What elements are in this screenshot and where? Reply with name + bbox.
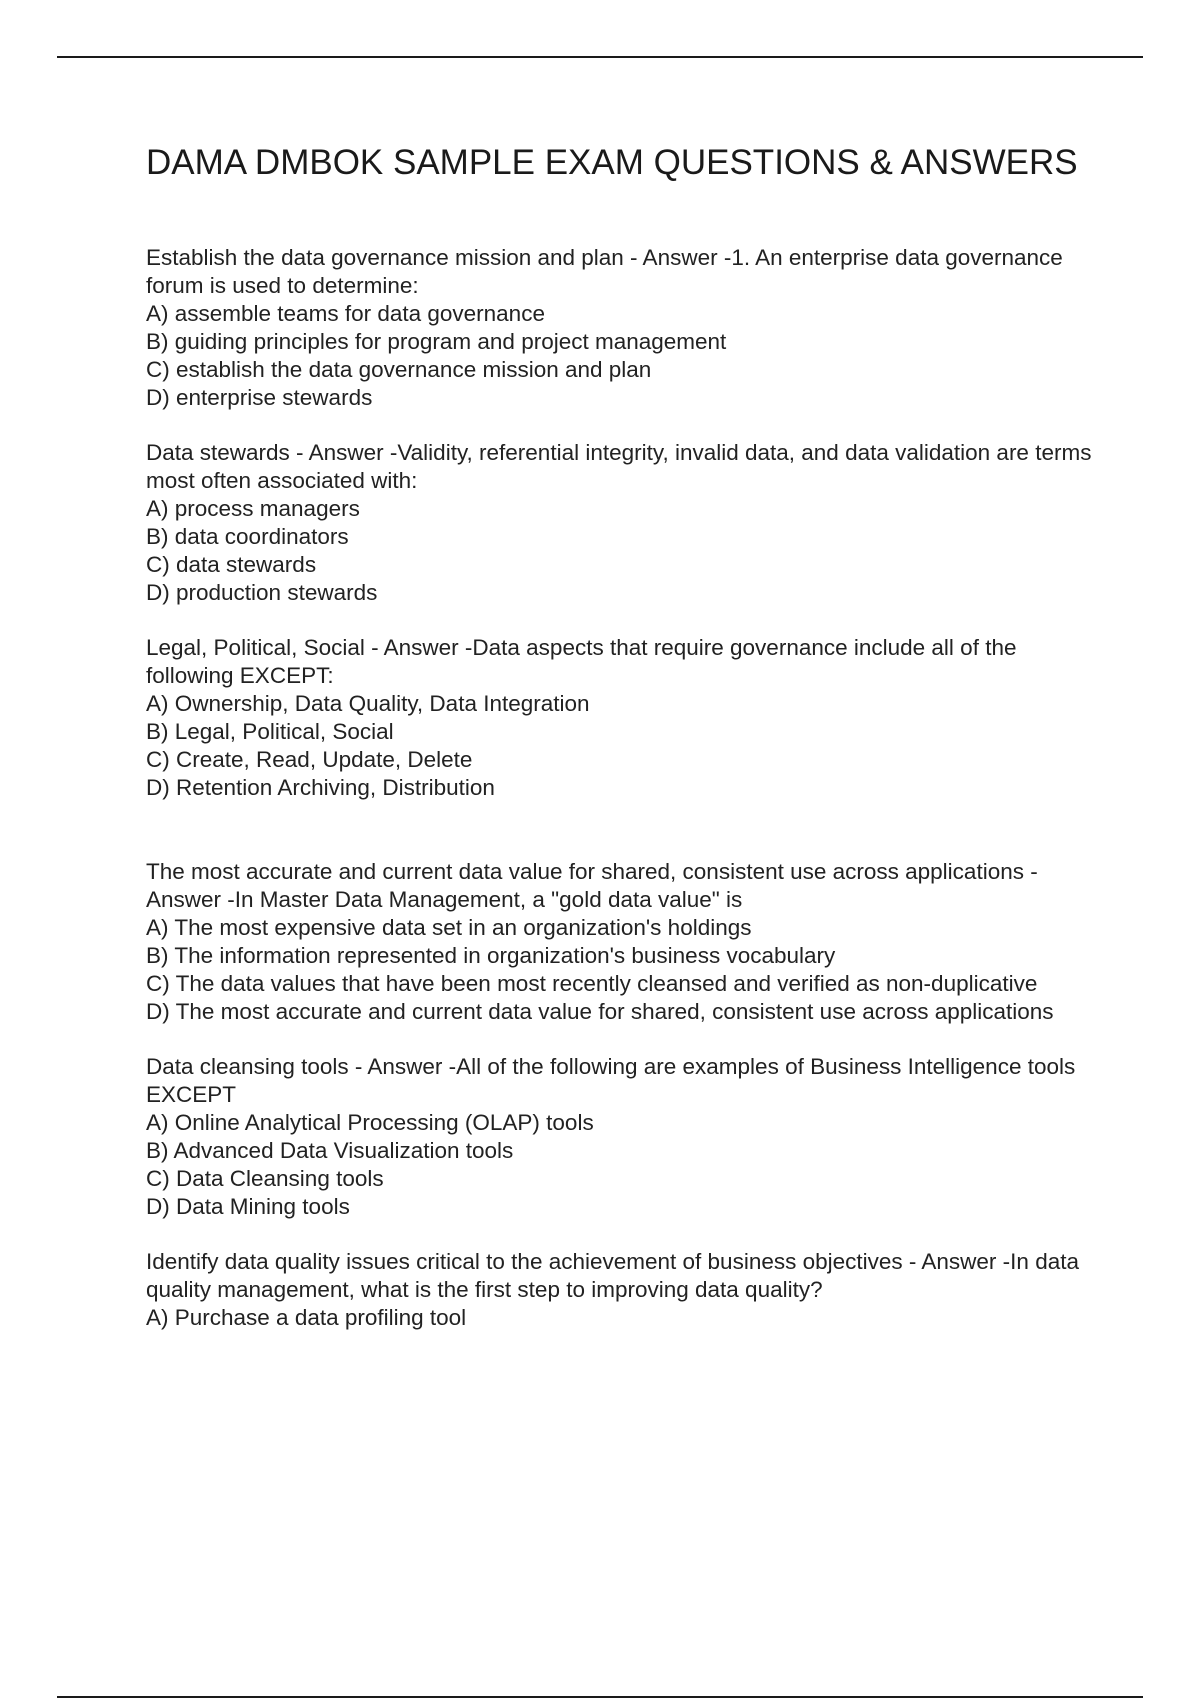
answer-option: B) The information represented in organization's business vocabulary (146, 943, 836, 968)
answer-option: C) data stewards (146, 552, 317, 577)
answer-option: A) Ownership, Data Quality, Data Integration (146, 691, 590, 716)
document-body (146, 142, 1096, 1359)
question-block (146, 244, 1096, 412)
question-stem: Data cleansing tools - Answer -All of the following are examples of Business Intelligence tools EXCEPT (146, 1054, 1076, 1107)
question-stem: Establish the data governance mission and plan - Answer -1. An enterprise data governance forum is used to determine: (146, 245, 1063, 298)
question-block (146, 1053, 1096, 1221)
question-block (146, 1248, 1096, 1332)
answer-option: D) The most accurate and current data value for shared, consistent use across applications (146, 999, 1054, 1024)
answer-option: A) assemble teams for data governance (146, 301, 545, 326)
question-stem: Data stewards - Answer -Validity, referential integrity, invalid data, and data validation are terms most often associated with: (146, 440, 1092, 493)
answer-option: A) Purchase a data profiling tool (146, 1305, 467, 1330)
answer-option: C) The data values that have been most recently cleansed and verified as non-duplicative (146, 971, 1038, 996)
question-stem: Identify data quality issues critical to the achievement of business objectives - Answer -In data quality management, what is the first step to improving data quality? (146, 1249, 1079, 1302)
answer-option: C) Create, Read, Update, Delete (146, 747, 473, 772)
answer-option: C) Data Cleansing tools (146, 1166, 384, 1191)
answer-option: B) Legal, Political, Social (146, 719, 394, 744)
answer-option: A) Online Analytical Processing (OLAP) tools (146, 1110, 594, 1135)
document-title: DAMA DMBOK SAMPLE EXAM QUESTIONS & ANSWERS (146, 143, 1078, 182)
question-block (146, 858, 1096, 1026)
answer-option: B) guiding principles for program and project management (146, 329, 727, 354)
answer-option: D) Data Mining tools (146, 1194, 350, 1219)
answer-option: A) The most expensive data set in an organization's holdings (146, 915, 752, 940)
footer-rule (57, 1696, 1143, 1698)
question-stem: The most accurate and current data value for shared, consistent use across applications - Answer -In Master Data Management, a "gold data value" is (146, 859, 1038, 912)
answer-option: B) data coordinators (146, 524, 349, 549)
answer-option: D) production stewards (146, 580, 378, 605)
answer-option: D) enterprise stewards (146, 385, 373, 410)
answer-option: C) establish the data governance mission and plan (146, 357, 652, 382)
header-rule (57, 56, 1143, 58)
answer-option: B) Advanced Data Visualization tools (146, 1138, 514, 1163)
answer-option: D) Retention Archiving, Distribution (146, 775, 495, 800)
question-block (146, 439, 1096, 607)
question-stem: Legal, Political, Social - Answer -Data aspects that require governance include all of the following EXCEPT: (146, 635, 1017, 688)
answer-option: A) process managers (146, 496, 360, 521)
question-block (146, 634, 1096, 802)
